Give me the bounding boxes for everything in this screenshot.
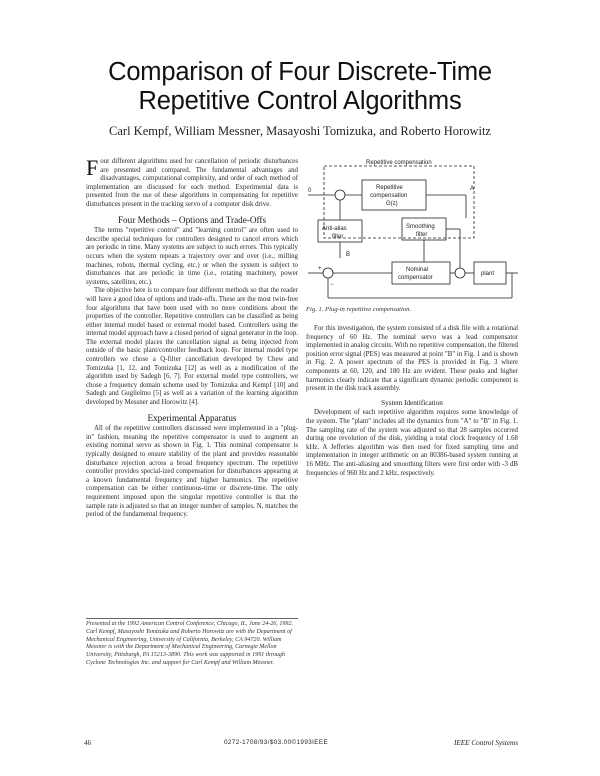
section-heading-system-id: System Identification [381,398,443,407]
four-methods-paragraph-1: The terms "repetitive control" and "learning control" are often used to describe special techniques for controllers designed to cancel errors which are periodic in time. Many systems are subject to such errors. This typically occurs when the system repeats a trajectory over and over (i.e., milling machines, robots, thermal cycling, etc.) or when the system is subject to disturbances that are periodic in time (i.e., rotating machinery, power systems, satellites, etc.). [86,227,298,286]
label-anti-alias-2: filter [332,234,344,240]
label-rep-1: Repetitive [376,185,403,191]
system-id-paragraph-1: Development of each repetitive algorithm requires some knowledge of the system. The "plant" includes all the dynamics from "A" to "B" in Fig. 1. The sampling rate of the system was adjusted so that 28 samples occurred during one revolution of the disk, yielding a total clock frequency of 1.68 kHz. A Jefferies algorithm was then used for fixed sampling time and implementation in integer arithmetic on an 80386-based system running at 16 MHz. The anti-aliasing and smoothing filters were first order with -3 dB frequencies of 960 Hz and 2 kHz, respectively. [306,409,518,477]
abstract-text: our different algorithms used for cancellation of periodic disturbances are presented and compared. The fundamental advantages and disadvantages, computational complexity, and order of each method of implementation are discussed for each method. Experimental data is presented from the use of these algorithms in compensating for repetitive disturbances present in the tracking servo of a computer disk drive. [86,158,298,208]
label-rep-3: G(z) [386,201,398,207]
right-column [306,325,518,478]
label-top-box: Repetitive compensation [366,160,432,166]
title-line-2: Repetitive Control Algorithms [138,87,462,115]
label-plant: plant [481,271,495,277]
issn-line: 0272-1708/93/$03.00©1993IEEE [224,739,329,746]
label-point-b: B [346,252,351,258]
paper-title [40,58,560,116]
four-methods-paragraph-2: The objective here is to compare four different methods so that the reader will have a good idea of options and trade-offs. These are the most twin-free four algorithms that have been used with no more conditions about the properties of the controller. Repetitive controllers can be classified as being either internal model based or external model based. Controllers using the internal model approach have a closed period of signal generator in the loop. The external model places the cancellation signal as being injected from outside of the basic plant/controller feedback loop. For internal model type controllers we chose a Q-filter cancellation developed by Chew and Tomizuka [1, 12, and Tomizuka [12] as well as a modification of the algorithm used by Sadegh [6, 7]. For external model type controllers, we chose a frequency domain scheme used by Tomizuka and Kempf [10] and Sadegh and Guglielmo [5] as well as a variation of the learning algorithm developed by Messner and Horowitz [4]. [86,287,298,407]
section-heading-experimental: Experimental Apparatus [147,412,237,423]
block-diagram-figure [306,158,520,306]
label-smoothing-1: Smoothing [406,224,435,230]
label-anti-alias-1: Anti-alias [322,226,347,232]
figure-caption: Fig. 1. Plug-in repetitive compensation. [306,306,412,313]
label-zero: 0 [308,188,312,194]
label-point-a: A [470,186,475,192]
label-rep-2: compensation [370,193,408,199]
label-nominal-2: compensator [398,275,433,281]
journal-name: IEEE Control Systems [454,739,519,747]
author-list: Carl Kempf, William Messner, Masayoshi Tomizuka, and Roberto Horowitz [109,124,491,138]
abstract-dropcap: F [86,155,99,180]
label-smoothing-2: filter [416,232,428,238]
abstract [86,155,298,210]
label-minus: − [330,282,334,288]
section-heading-four-methods: Four Methods – Options and Trade-Offs [117,214,267,225]
label-nominal-1: Nominal [406,267,429,273]
summing-junction-2 [323,268,333,278]
page-number: 46 [84,739,91,747]
title-line-1: Comparison of Four Discrete-Time [108,58,492,86]
summing-junction-3 [455,268,465,278]
summing-junction-1 [335,190,345,200]
experimental-paragraph-1: All of the repetitive controllers discussed were implemented in a "plug-in" fashion, meaning the repetitive compensator is used to augment an existing nominal servo as shown in Fig. 1. This nominal compensator is typically designed to ensure stability of the plant and provides reasonable disturbance rejection across a broad frequency spectrum. The repetitive controller provides special-ized compensation for disturbances appearing at a known fundamental frequency and higher harmonics. The repetitive compensation can be either continuous-time or discrete-time. The only requirement imposed upon the singular repetitive controller is that the sample rate is adjusted so that an integer number of samples, N, matches the period of the fundamental frequency. [86,425,298,519]
left-column [86,155,298,520]
experimental-paragraph-2: For this investigation, the system consisted of a disk file with a rotational frequency of 60 Hz. The nominal servo was a lead compensator implemented in analog circuits. With no repetitive compensation, the filtered position error signal (PES) was measured at point "B" in Fig. 1 and is shown in Fig. 2. A power spectrum of the PES is provided in Fig. 3 where components at 60, 120, and 180 Hz are evident. These peaks and higher harmonics clearly indicate that a significant dynamic periodic component is present in the disk track assembly. [306,325,518,393]
label-plus: + [318,266,322,272]
footnote: Presented at the 1992 American Control Conference, Chicago, IL, June 24-26, 1992. Carl Kempf, Masayoshi Tomizuka and Roberto Horowitz are with the Department of Mechanical Engineering, University of California, Berkeley, CA 94720. William Messner is with the Department of Mechanical Engineering, Carnegie Mellon University, Pittsburgh, PA 15213-3890. This work was supported in 1991 through Cyclone Technologies Inc. and support for Carl Kempf and William Messner. [86,618,298,668]
